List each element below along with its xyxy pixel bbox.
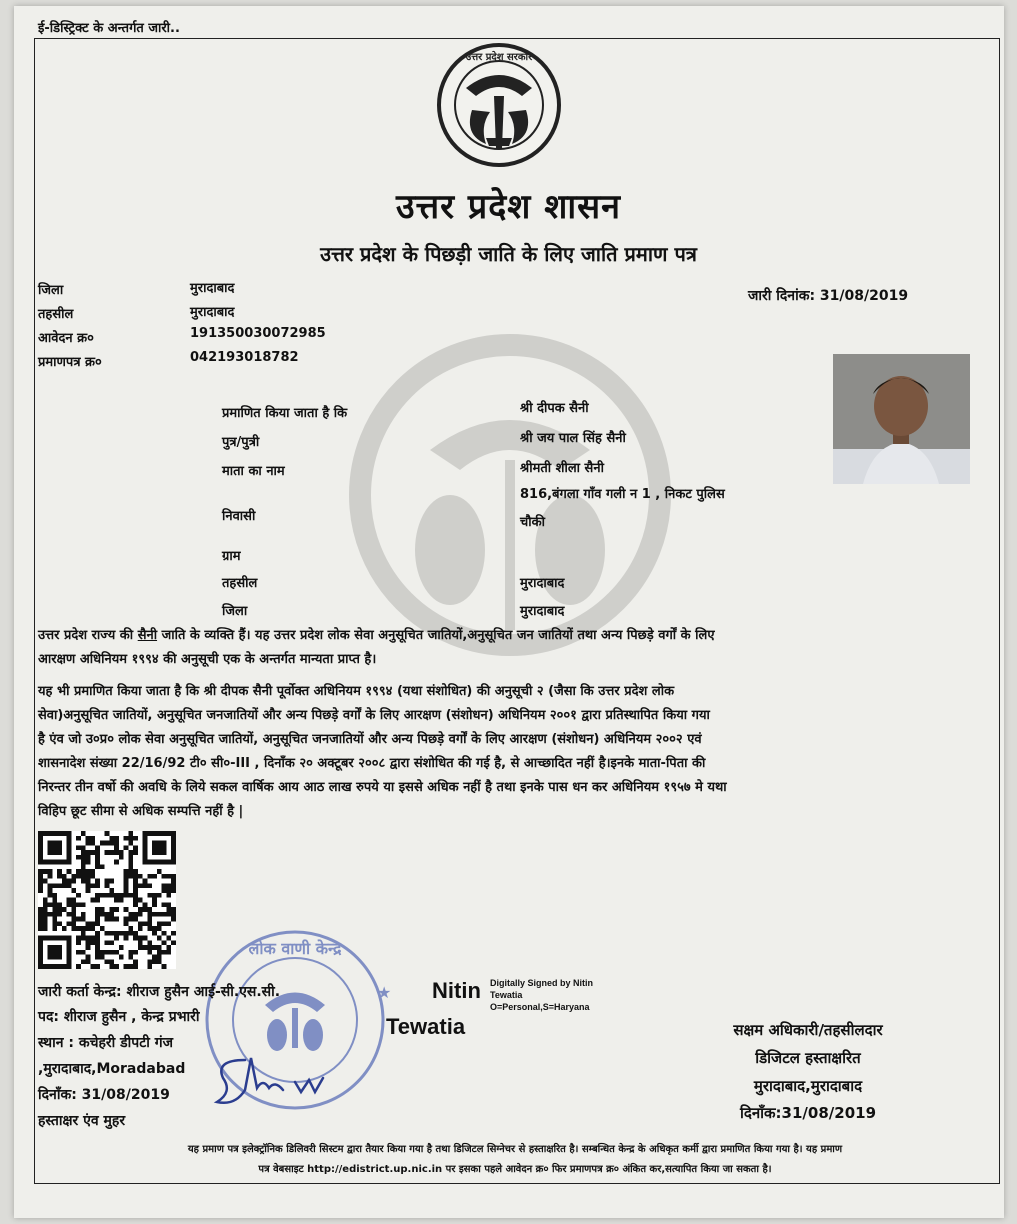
paragraph-creamy-layer — [38, 680, 988, 824]
issuer-center: जारी कर्ता केन्द्र: शीराज हुसैन आई-सी.एस.सी. — [38, 984, 281, 1000]
digital-signature-note — [490, 977, 620, 1013]
meta-value-certificate-no: 042193018782 — [190, 350, 299, 365]
para2-line: शासनादेश संख्या 22/16/92 टी० सी०-III , दिनाँक २० अक्टूबर २००८ द्वारा संशोधित की गई है, से आच्छादित नहीं है।इनके माता-पिता की — [38, 756, 706, 771]
detail-label-certified: प्रमाणित किया जाता है कि — [222, 406, 348, 421]
para1-suffix: जाति के व्यक्ति हैं। यह उत्तर प्रदेश लोक सेवा अनुसूचित जातियों,अनुसूचित जन जातियों तथा अन्य पिछड़े वर्गों के लिए — [157, 628, 715, 643]
issuer-designation: पद: शीराज हुसैन , केन्द्र प्रभारी — [38, 1009, 200, 1025]
meta-label-tehsil: तहसील — [38, 307, 74, 322]
detail-label-village: ग्राम — [222, 549, 241, 564]
detail-value-tehsil: मुरादाबाद — [520, 576, 565, 591]
meta-value-tehsil: मुरादाबाद — [190, 305, 235, 320]
meta-label-certificate-no: प्रमाणपत्र क्र० — [38, 355, 102, 370]
footer-note-line: पत्र वेबसाइट http://edistrict.up.nic.in पर इसका पहले आवेदन क्र० फिर प्रमाणपत्र क्र० अंकित कर,सत्यापित किया जा सकता है। — [258, 1164, 772, 1175]
para2-line: सेवा)अनुसूचित जातियों, अनुसूचित जनजातियों और अन्य पिछड़े वर्गों के लिए आरक्षण (संशोधन) अधिनियम २००१ द्वारा प्रतिस्थापित किया गया — [38, 708, 710, 723]
page-title: उत्तर प्रदेश शासन — [395, 187, 621, 227]
issuer-location-city: ,मुरादाबाद,Moradabad — [38, 1061, 186, 1077]
paragraph-caste-recognition — [38, 624, 988, 672]
digital-signature-note-line: Tewatia — [490, 990, 523, 1000]
digital-signature-note-line: Digitally Signed by Nitin — [490, 978, 594, 988]
emblem-text: उत्तर प्रदेश सरकार — [465, 52, 533, 63]
para2-line: यह भी प्रमाणित किया जाता है कि श्री दीपक सैनी पूर्वोक्त अधिनियम १९९४ (यथा संशोधित) की अनुसूची २ (जैसा कि उत्तर प्रदेश लोक — [38, 684, 675, 699]
up-government-emblem — [434, 40, 564, 170]
para1-prefix: उत्तर प्रदेश राज्य की — [38, 628, 138, 643]
digital-signature-note-line: O=Personal,S=Haryana — [490, 1002, 590, 1012]
issue-date: जारी दिनांक: 31/08/2019 — [748, 288, 909, 304]
para2-line: निरन्तर तीन वर्षो की अवधि के लिये सकल वार्षिक आय आठ लाख रुपये या इससे अधिक नहीं है तथा इनके पास धन कर अधिनियम १९५७ मे यथा — [38, 780, 727, 795]
issuer-sign-seal-label: हस्ताक्षर एंव मुहर — [38, 1113, 126, 1129]
meta-label-application-no: आवेदन क्र० — [38, 331, 94, 346]
meta-value-application-no: 191350030072985 — [190, 326, 326, 341]
detail-value-father: श्री जय पाल सिंह सैनी — [520, 431, 626, 446]
issuer-date: दिनाँक: 31/08/2019 — [38, 1087, 170, 1103]
meta-value-district: मुरादाबाद — [190, 281, 235, 296]
meta-label-district: जिला — [38, 283, 64, 298]
detail-value-district: मुरादाबाद — [520, 604, 565, 619]
detail-label-tehsil: तहसील — [222, 576, 258, 591]
certificate-subtitle: उत्तर प्रदेश के पिछड़ी जाति के लिए जाति प्रमाण पत्र — [320, 242, 697, 266]
stamp-text: लोक वाणी केन्द्र — [248, 939, 342, 958]
issuer-location: स्थान : कचेहरी डीपटी गंज — [38, 1035, 174, 1051]
verification-qr-code — [38, 831, 176, 969]
detail-value-address-line2: चौकी — [520, 515, 545, 530]
detail-value-mother: श्रीमती शीला सैनी — [520, 461, 604, 476]
handwritten-signature — [205, 1040, 355, 1110]
applicant-photo — [833, 354, 970, 484]
authority-location: मुरादाबाद,मुरादाबाद — [753, 1077, 863, 1095]
footer-note-line: यह प्रमाण पत्र इलेक्ट्रॉनिक डिलिवरी सिस्टम द्वारा तैयार किया गया है तथा डिजिटल सिग्नेचर से हस्ताक्षरित है। सम्बन्धित केन्द्र के अधिकृत कर्मी द्वारा प्रमाणित किया गया है। यह प्रमाण — [187, 1144, 843, 1155]
applicant-photo-image — [833, 354, 970, 484]
detail-label-mother: माता का नाम — [222, 464, 285, 479]
detail-label-son-of: पुत्र/पुत्री — [222, 435, 260, 450]
digital-signer-first-name: Nitin — [432, 978, 481, 1003]
para1-line2: आरक्षण अधिनियम १९९४ की अनुसूची एक के अन्तर्गत मान्यता प्राप्त है। — [38, 652, 377, 667]
detail-value-address-line1: 816,बंगला गाँव गली न 1 , निकट पुलिस — [520, 487, 725, 502]
top-note: ई-डिस्ट्रिक्ट के अन्तर्गत जारी.. — [38, 21, 180, 36]
digital-signer-last-name: Tewatia — [386, 1014, 466, 1039]
para1-caste: सैनी — [137, 628, 158, 643]
verification-footer-note — [40, 1140, 990, 1180]
authority-date: दिनाँक:31/08/2019 — [739, 1104, 877, 1122]
authority-digital-signed: डिजिटल हस्ताक्षरित — [755, 1049, 861, 1067]
para2-line: है एंव जो उ०प्र० लोक सेवा अनुसूचित जातियों, अनुसूचित जनजातियों और अन्य पिछड़े वर्गों के लिए आरक्षण (संशोधन) अधिनियम २००२ एवं — [38, 732, 702, 747]
para2-line: विहिप छूट सीमा से अधिक सम्पत्ति नहीं है | — [38, 804, 244, 819]
detail-label-resident: निवासी — [222, 509, 256, 524]
authority-designation: सक्षम अधिकारी/तहसीलदार — [733, 1021, 883, 1039]
detail-label-district: जिला — [222, 604, 248, 619]
star-icon: ★ — [377, 983, 392, 1002]
detail-value-name: श्री दीपक सैनी — [520, 401, 589, 416]
